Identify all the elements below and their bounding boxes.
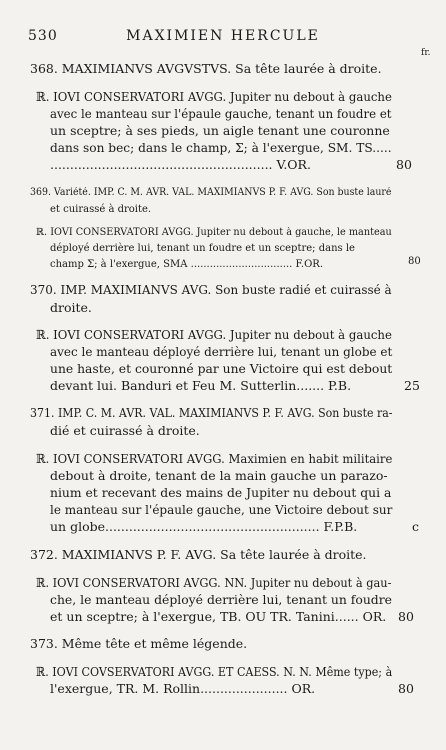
entry-371-line: 371. IMP. C. M. AVR. VAL. MAXIMIANVS P. F. AVG. Son buste ra- [30,405,393,420]
entry-368-line: avec le manteau sur l'épaule gauche, tenant un foudre et [50,106,392,121]
entry-370-line: droite. [50,300,92,315]
entry-368-line: ........................................................ V.OR. [50,157,311,172]
entry-371-price: c [412,519,420,534]
entry-369-price: 80 [408,256,421,267]
entry-373-line: 373. Même tête et même légende. [30,636,248,651]
entry-370-line: 370. IMP. MAXIMIANVS AVG. Son buste radié et cuirassé à [30,282,392,297]
entry-372-line: che, le manteau déployé derrière lui, tenant un foudre [50,592,392,607]
entry-370-line: une haste, et couronné par une Victoire qui est debout [50,361,393,376]
entry-369-line: 369. Variété. IMP. C. M. AVR. VAL. MAXIMIANVS P. F. AVG. Son buste lauré [30,187,392,198]
entry-372-line: 372. MAXIMIANVS P. F. AVG. Sa tête laurée à droite. [30,547,367,562]
entry-368-line: dans son bec; dans le champ, Σ; à l'exergue, SM. TS..... [50,140,392,155]
entry-372-line: et un sceptre; à l'exergue, TB. OU TR. Tanini...... OR. [50,609,387,624]
entry-369-line: ℝ. IOVI CONSERVATORI AVGG. Jupiter nu debout à gauche, le manteau [36,227,392,238]
entry-370-price: 25 [404,378,420,393]
entry-371-line: le manteau sur l'épaule gauche, une Victoire debout sur [50,502,393,517]
entry-373-price: 80 [398,681,414,696]
entry-369-line: et cuirassé à droite. [50,204,152,215]
entry-369-line: champ Σ; à l'exergue, SMA ................................ F.OR. [50,259,323,270]
entry-371-line: debout à droite, tenant de la main gauche un parazo- [50,468,388,483]
entry-371-line: un globe...................................................... F.P.B. [50,519,358,534]
entry-368-line: un sceptre; à ses pieds, un aigle tenant une couronne [50,123,390,138]
entry-371-line: ℝ. IOVI CONSERVATORI AVGG. Maximien en habit militaire [36,451,393,466]
entry-372-line: ℝ. IOVI CONSERVATORI AVGG. NN. Jupiter nu debout à gau- [36,575,392,590]
entry-368-line: ℝ. IOVI CONSERVATORI AVGG. Jupiter nu debout à gauche [36,89,392,104]
entry-370-line: avec le manteau déployé derrière lui, tenant un globe et [50,344,393,359]
entry-371-line: nium et recevant des mains de Jupiter nu debout qui a [50,485,392,500]
entry-373-line: l'exergue, TR. M. Rollin...................... OR. [50,681,316,696]
entry-373-line: ℝ. IOVI COVSERVATORI AVGG. ET CAESS. N. N. Même type; à [36,664,393,679]
running-title: MAXIMIEN HERCULE [126,28,320,44]
page-number: 530 [28,28,58,44]
entry-368-line: 368. MAXIMIANVS AVGVSTVS. Sa tête laurée à droite. [30,61,382,76]
entry-370-line: ℝ. IOVI CONSERVATORI AVGG. Jupiter nu debout à gauche [36,327,392,342]
entry-368-price: 80 [396,157,412,172]
entry-370-line: devant lui. Banduri et Feu M. Sutterlin....... P.B. [50,378,352,393]
entry-371-line: dié et cuirassé à droite. [50,423,200,438]
entry-372-price: 80 [398,609,414,624]
margin-note: fr. [421,48,431,58]
entry-369-line: déployé derrière lui, tenant un foudre et un sceptre; dans le [50,243,355,254]
